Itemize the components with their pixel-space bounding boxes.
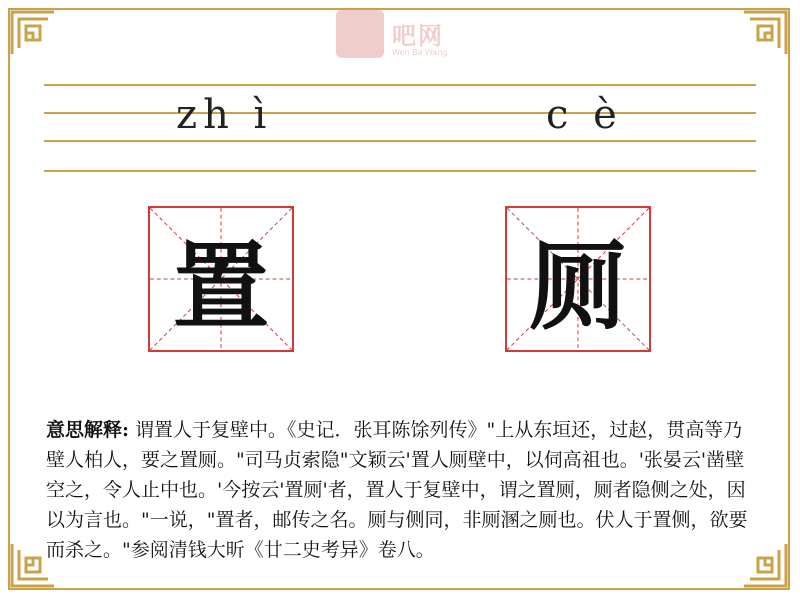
watermark-title: 吧网 [392, 22, 444, 50]
hanzi-character-1: 置 [173, 229, 269, 343]
pinyin-word-2: c è [546, 92, 623, 138]
watermark-subtitle: Wen Ba Wang [392, 48, 448, 57]
definition-paragraph [46, 415, 756, 565]
definition-text: 谓置人于复壁中。《史记．张耳陈馀列传》"上从东垣还，过赵，贯高等乃壁人柏人，要之置厕。"司马贞索隐"文颖云'置人厕壁中，以伺高祖也。'张晏云'凿壁空之，令人止中也。'今按云'置厕'者，置人于复壁中，谓之置厕，厕者隐侧之处，因以为言也。"一说，"置者，邮传之名。厕与侧同，非厕溷之厕也。伏人于置侧，欲要而杀之。"参阅清钱大昕《廿二史考异》卷八。 [46, 419, 748, 561]
corner-ornament-icon [10, 10, 56, 56]
definition-label: 意思解释: [46, 419, 130, 441]
corner-ornament-icon [742, 10, 788, 56]
site-watermark [336, 10, 466, 62]
pinyin-ruled-lines [44, 84, 756, 172]
watermark-logo-icon [336, 10, 384, 58]
character-grid-2 [505, 206, 651, 352]
character-grid-1 [148, 206, 294, 352]
pinyin-word-1: zh ì [176, 92, 273, 138]
hanzi-character-2: 厕 [530, 229, 626, 343]
